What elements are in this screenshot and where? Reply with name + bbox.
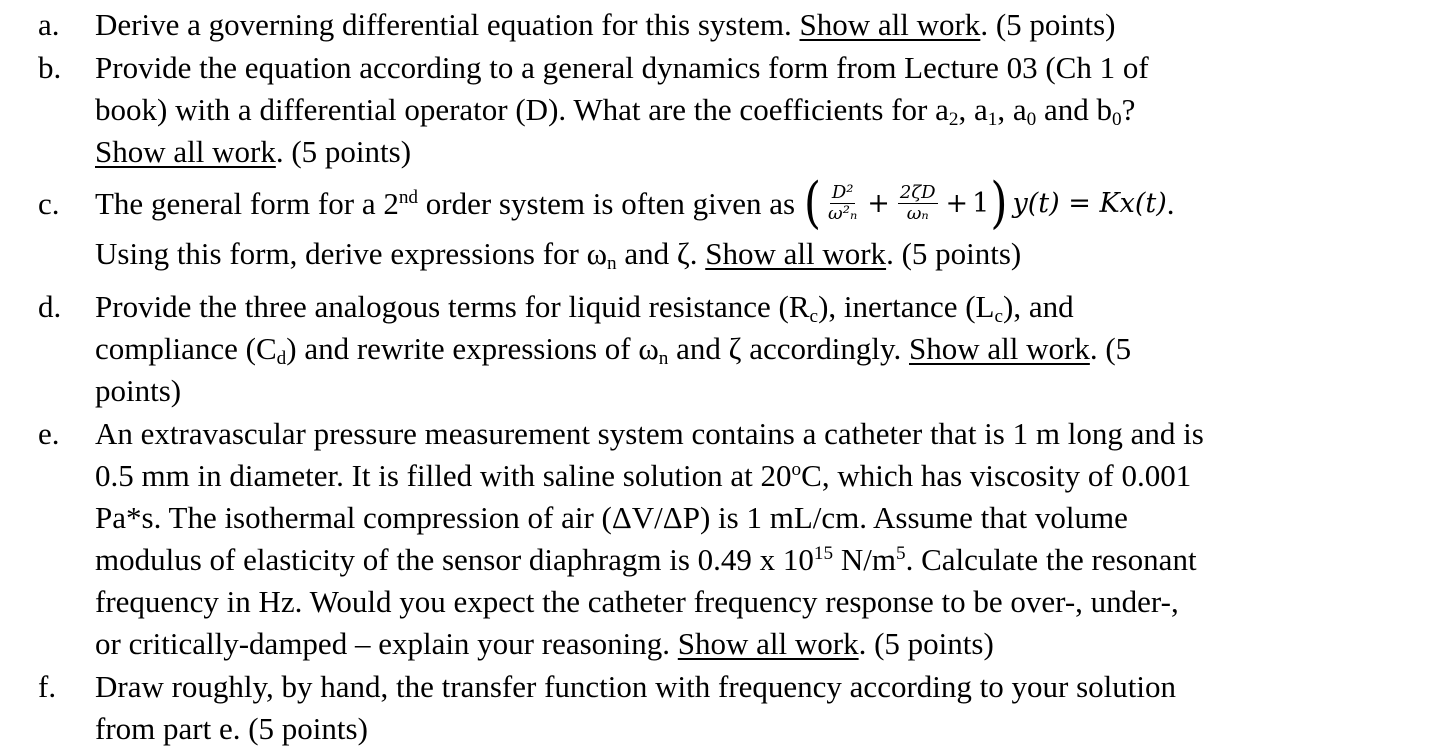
text-span: The general form for a 2 <box>95 186 399 221</box>
text-line <box>95 623 1425 665</box>
subscript: 1 <box>987 109 998 131</box>
text-span: , a <box>958 92 988 127</box>
item-text <box>95 413 1425 665</box>
fraction-d2-over-wn2 <box>826 183 859 224</box>
fraction-numerator: D² <box>831 182 854 204</box>
subscript: d <box>276 348 287 370</box>
fraction-denominator: ωₙ <box>906 203 929 225</box>
text-line: Pa*s. The isothermal compression of air (ΔV/ΔP) is 1 mL/cm. Assume that volume <box>95 500 1128 535</box>
subscript: n <box>607 253 617 275</box>
subscript: 0 <box>1112 109 1122 131</box>
text-line <box>95 233 1425 275</box>
text-span: modulus of elasticity of the sensor diaphragm is 0.49 x 10 <box>95 542 814 577</box>
text-span: . <box>1166 186 1175 221</box>
item-text <box>95 4 1425 46</box>
text-line-with-formula <box>95 171 1425 236</box>
superscript: 5 <box>896 543 906 565</box>
fraction-2zetaD-over-wn <box>898 183 938 224</box>
fraction-denominator: ω²ₙ <box>828 203 858 225</box>
text-line <box>95 328 1425 370</box>
text-span: and b <box>1036 92 1112 127</box>
item-marker: e. <box>38 416 60 451</box>
text-span: book) with a differential operator (D). What are the coefficients for a <box>95 92 949 127</box>
text-span: and ζ accordingly. <box>668 331 902 366</box>
subscript: 0 <box>1026 109 1037 131</box>
item-text <box>95 47 1425 173</box>
close-paren: ) <box>990 171 1008 236</box>
text-line <box>95 539 1425 581</box>
text-span: or critically-damped – explain your reasoning. <box>95 626 671 661</box>
text-span: ? <box>1121 92 1136 127</box>
text-line <box>95 89 1425 131</box>
plus-sign: + <box>945 187 969 219</box>
text-span: N/m <box>833 542 896 577</box>
superscript: 15 <box>813 543 834 565</box>
item-marker: b. <box>38 50 62 85</box>
subscript: c <box>994 306 1004 328</box>
item-text <box>95 171 1425 275</box>
text-span: ), and <box>1003 289 1074 324</box>
text-span: order system is often given as <box>418 186 796 221</box>
show-all-work-underlined: Show all work <box>705 236 887 271</box>
open-paren: ( <box>803 171 822 236</box>
text-line <box>95 286 1425 328</box>
text-span: Using this form, derive expressions for ω <box>95 236 608 271</box>
subscript: c <box>809 306 819 328</box>
superscript: nd <box>398 187 419 209</box>
text-span: compliance (C <box>95 331 277 366</box>
second-order-formula <box>803 171 1167 236</box>
item-marker: c. <box>38 186 60 221</box>
plus-sign: + <box>867 187 890 219</box>
text-span: . (5 points) <box>858 626 994 661</box>
item-marker: f. <box>38 669 57 704</box>
text-line: from part e. (5 points) <box>95 711 368 746</box>
text-line: frequency in Hz. Would you expect the catheter frequency response to be over-, under-, <box>95 584 1179 619</box>
show-all-work-underlined: Show all work <box>677 626 859 661</box>
show-all-work-underlined: Show all work <box>909 331 1090 366</box>
text-span: ) and rewrite expressions of ω <box>286 331 659 366</box>
formula-rhs: y(t) = Kx(t) <box>1012 187 1167 219</box>
subscript: 2 <box>948 109 959 131</box>
text-line: Provide the equation according to a general dynamics form from Lecture 03 (Ch 1 of <box>95 50 1149 85</box>
item-text <box>95 666 1425 750</box>
item-marker: a. <box>38 7 60 42</box>
text-span: , a <box>997 92 1027 127</box>
item-text <box>95 286 1425 412</box>
subscript: n <box>658 348 669 370</box>
text-line: An extravascular pressure measurement system contains a catheter that is 1 m long and is <box>95 416 1204 451</box>
text-line: Draw roughly, by hand, the transfer function with frequency according to your solution <box>95 669 1176 704</box>
constant-one: 1 <box>972 187 990 219</box>
text-span: . (5 points) <box>886 236 1022 271</box>
text-line <box>95 131 1425 173</box>
text-line: points) <box>95 373 182 408</box>
text-span: . (5 points) <box>275 134 412 169</box>
text-span: 0.5 mm in diameter. It is filled with saline solution at 20 <box>95 458 792 493</box>
text-line <box>95 4 1425 46</box>
text-span: ), inertance (L <box>818 289 995 324</box>
text-span: and ζ. <box>616 236 698 271</box>
text-span: Provide the three analogous terms for liquid resistance (R <box>95 289 810 324</box>
text-span: C, which has viscosity of 0.001 <box>801 458 1192 493</box>
text-span: . (5 points) <box>980 7 1116 42</box>
superscript: o <box>791 459 802 481</box>
show-all-work-underlined: Show all work <box>95 134 276 169</box>
text-span: . (5 <box>1089 331 1132 366</box>
text-span: Derive a governing differential equation for this system. <box>95 7 792 42</box>
item-marker: d. <box>38 289 62 324</box>
show-all-work-underlined: Show all work <box>799 7 981 42</box>
text-span: . Calculate the resonant <box>905 542 1197 577</box>
text-line <box>95 455 1425 497</box>
fraction-numerator: 2ζD <box>899 182 936 204</box>
